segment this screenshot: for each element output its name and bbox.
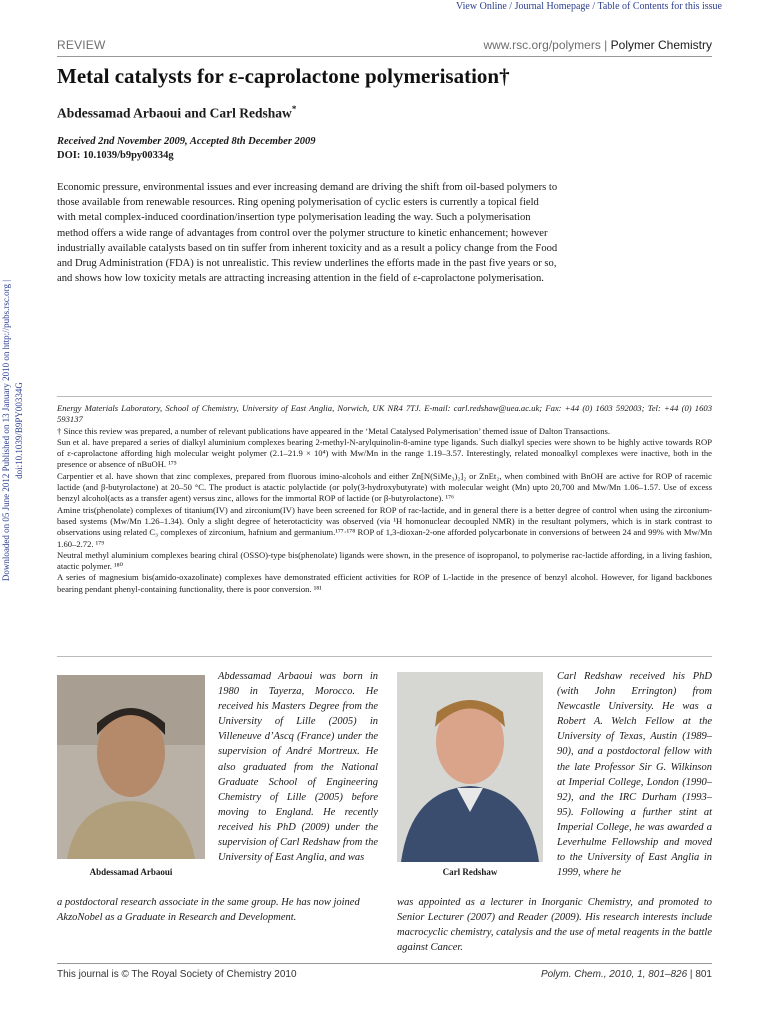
site-url[interactable]: www.rsc.org/polymers — [483, 38, 601, 52]
footnote-rule — [57, 396, 712, 397]
doi[interactable]: DOI: 10.1039/b9py00334g — [57, 150, 174, 161]
arbaoui-biography: Abdessamad Arbaoui was born in 1980 in Tayerza, Morocco. He received his Masters Degree from the University of Lille (2005) in Villeneuve d’Ascq (France) under the supervision of André Mortreux. He also graduated from the National Graduate School of Engineering Chemistry of Lille (2005) before moving to England. He recently received his PhD (2009) under the supervision of Carl Redshaw from the University of East Anglia, and was — [218, 671, 378, 864]
journal-name: Polymer Chemistry — [610, 38, 712, 52]
footnote-item: Carpentier et al. have shown that zinc complexes, prepared from fluorous imino-alcohols and either Zn[N(SiMe₃)₂]₂ or ZnEt₂, when combined with BnOH are active for ROP of racemic lactide (and β-butyrolactone) at 20–50 °C. The product is atactic polylactide (or poly(3-hydroxybutyrate) with molecular weight (Mn) upto 20,700 and Mw/Mn 1.06–1.57. Use of excess benzyl alcohol(acts as a transfer agent) versus zinc, allows for the immortal ROP of lactide (or β-butyrolactone). ¹⁷⁶ — [57, 470, 712, 504]
citation: Polym. Chem., 2010, 1, 801–826 — [540, 969, 688, 980]
portrait-placeholder-icon — [397, 672, 543, 862]
header-separator: | — [604, 38, 608, 52]
corresponding-author-mark: * — [291, 104, 297, 114]
footnote-item: † Since this review was prepared, a number of relevant publications have appeared in the ‘Metal Catalysed Polymerisation’ themed issue of Dalton Transactions. — [57, 425, 611, 436]
footnote-item: Amine tris(phenolate) complexes of titanium(IV) and zirconium(IV) have been screened for ROP of rac-lactide, and in general there is a better degree of control when using the zirconium-based systems (Mw/Mn 1.26–1.34). Only a slight degree of heterotacticity was observed (via ¹H homonuclear decoupled NMR) in the resultant polymers, which is in stark contrast to observations using related C₃ complexes of zirconium, hafnium and germanium.¹⁷⁷·¹⁷⁸ ROP of 1,3-dioxan-2-one afforded polycarbonate in conversions of between 24 and 99% with Mw/Mn 1.60–2.72. ¹⁷⁹ — [57, 504, 712, 549]
redshaw-photo — [397, 672, 543, 862]
copyright-line: This journal is © The Royal Society of Chemistry 2010 — [57, 969, 297, 980]
footer-separator: | — [689, 969, 693, 980]
footnotes — [57, 403, 712, 595]
affiliation-note: Energy Materials Laboratory, School of Chemistry, University of East Anglia, Norwich, UK NR4 7TJ. E-mail: carl.redshaw@uea.ac.uk; Fax: +44 (0) 1603 592003; Tel: +44 (0) 1603 593137 — [57, 403, 712, 425]
redshaw-biography-continued: was appointed as a lecturer in Inorganic Chemistry, and promoted to Senior Lecturer (2007) and Reader (2009). His research interests include macrocyclic chemistry, catalysis and the use of metal reagents in the battle against Cancer. — [397, 897, 712, 954]
section-label: REVIEW — [57, 38, 106, 52]
arbaoui-biography-continued: a postdoctoral research associate in the same group. He has now joined AkzoNobel as a Graduate in Research and Development. — [57, 897, 360, 924]
journal-links[interactable]: View Online / Journal Homepage / Table of Contents for this issue — [456, 1, 722, 12]
page-footer — [541, 969, 712, 980]
download-side-note — [0, 258, 30, 603]
footnote-item: Sun et al. have prepared a series of dialkyl aluminium complexes bearing 2-methyl-N-arylquinolin-8-amine type ligands. Such dialkyl species were shown to be highly active towards ROP of ε-caprolactone affording high molecular weight polymer (2.1–21.9 × 10⁴) with Mw/Mn in the range 1.19–3.57. Interestingly, related monoalkyl complexes were inactive, both in the presence or absence of nBuOH. ¹⁷⁵ — [57, 436, 712, 470]
received-dates: Received 2nd November 2009, Accepted 8th December 2009 — [57, 136, 316, 147]
page-number: 801 — [695, 969, 712, 980]
footer-rule — [57, 963, 712, 964]
author-line — [57, 104, 296, 122]
article-title: Metal catalysts for ε-caprolactone polymerisation† — [57, 64, 510, 88]
portrait-placeholder-icon — [57, 675, 205, 859]
author-names: Abdessamad Arbaoui and Carl Redshaw — [57, 105, 292, 121]
redshaw-biography: Carl Redshaw received his PhD (with John Errington) from Newcastle University. He was a Robert A. Welch Fellow at the University of Texas, Austin (1989–90), and a postdoctoral fellow with the late Professor Sir G. Wilkinson at Imperial College, London (1990–92), and the IRC Durham (1993–95). Following a further stint at Imperial College, he was awarded a Leverhulme Fellowship and moved to the University of East Anglia in 1999, where he — [557, 671, 712, 879]
arbaoui-photo — [57, 675, 205, 859]
photo-caption: Abdessamad Arbaoui — [89, 867, 173, 877]
abstract: Economic pressure, environmental issues and ever increasing demand are driving the shift from oil-based polymers to those available from renewable resources. Ring opening polymerisation of cyclic esters is currently a topical field with metal complex-induced coordination/insertion type polymerisation leading the way. Such a polymerisation method offers a wide range of advantages from control over the polymer structure to kinetic enhancement; however industrially available catalysts based on tin suffer from inherent toxicity and as a result a policy change from the Food and Drug Administration (FDA) is not unrealistic. This review underlines the efforts made in the past five years or so, and shows how low toxicity metals are attracting increasing attention in the field of ε-caprolactone polymerisation. — [57, 182, 558, 285]
footnote-item: A series of magnesium bis(amido-oxazolinate) complexes have demonstrated efficient activities for ROP of L-lactide in the presence of benzyl alcohol. However, for ligand backbones bearing pendant phenyl-containing functionality, there is poor conversion. ¹⁸¹ — [57, 572, 712, 594]
header-rule — [57, 56, 712, 57]
download-note-text[interactable]: Downloaded on 05 June 2012 Published on 13 January 2010 on http://pubs.rsc.org | doi:10.1039/B9PY00334G — [1, 279, 24, 582]
biography-rule — [57, 656, 712, 657]
running-header — [483, 38, 712, 52]
footnote-item: Neutral methyl aluminium complexes bearing chiral (OSSO)-type bis(phenolate) ligands were shown, in the presence of isopropanol, to polymerise rac-lactide affording, in a living fashion, atactic polymer. ¹⁸⁰ — [57, 549, 712, 572]
photo-caption: Carl Redshaw — [442, 867, 498, 877]
